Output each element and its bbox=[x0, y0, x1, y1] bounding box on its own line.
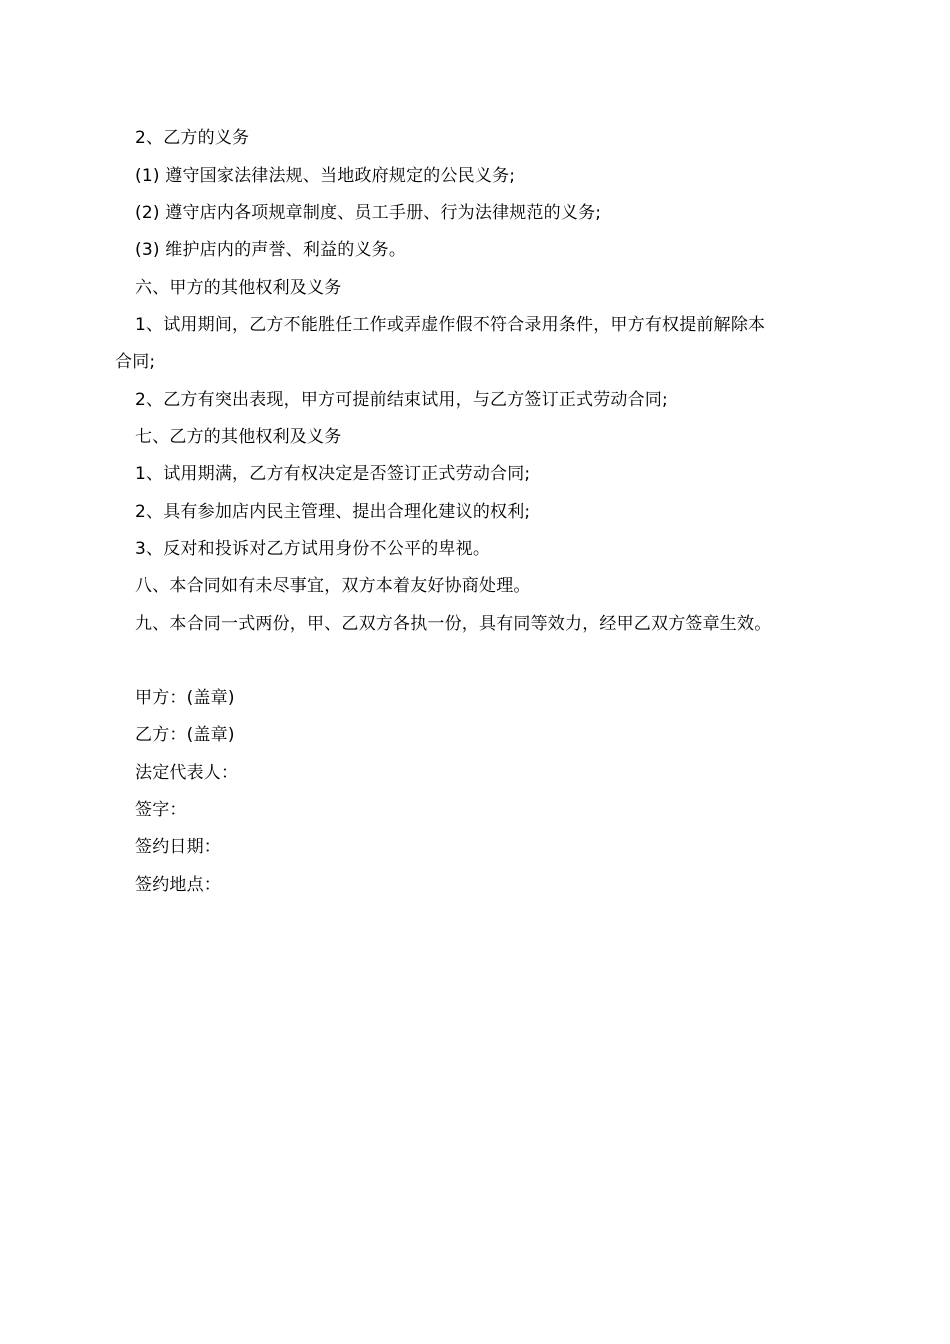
legal-representative-label: 法定代表人： bbox=[135, 763, 239, 783]
signing-date-label: 签约日期： bbox=[135, 837, 221, 857]
section-6-item-2: 2、乙方有突出表现，甲方可提前结束试用，与乙方签订正式劳动合同; bbox=[135, 390, 668, 410]
section-9-text: 九、本合同一式两份，甲、乙双方各执一份，具有同等效力，经甲乙双方签章生效。 bbox=[135, 614, 772, 634]
section-8-text: 八、本合同如有未尽事宜，双方本着友好协商处理。 bbox=[135, 576, 531, 596]
section-6-item-1-continued: 合同; bbox=[115, 352, 156, 372]
clause-2-heading: 2、乙方的义务 bbox=[135, 128, 250, 148]
section-7-item-1: 1、试用期满，乙方有权决定是否签订正式劳动合同; bbox=[135, 464, 531, 484]
signing-place-label: 签约地点： bbox=[135, 875, 221, 895]
section-7-item-3: 3、反对和投诉对乙方试用身份不公平的卑视。 bbox=[135, 539, 491, 559]
party-a-seal-label: 甲方：(盖章) bbox=[135, 688, 235, 708]
section-7-heading: 七、乙方的其他权利及义务 bbox=[135, 427, 342, 447]
clause-2-item-2: (2) 遵守店内各项规章制度、员工手册、行为法律规范的义务; bbox=[135, 203, 602, 223]
signature-label: 签字： bbox=[135, 800, 187, 820]
party-b-seal-label: 乙方：(盖章) bbox=[135, 725, 235, 745]
section-7-item-2: 2、具有参加店内民主管理、提出合理化建议的权利; bbox=[135, 502, 531, 522]
section-6-item-1: 1、试用期间，乙方不能胜任工作或弄虚作假不符合录用条件，甲方有权提前解除本 bbox=[135, 315, 766, 335]
clause-2-item-3: (3) 维护店内的声誉、利益的义务。 bbox=[135, 240, 407, 260]
clause-2-item-1: (1) 遵守国家法律法规、当地政府规定的公民义务; bbox=[135, 166, 516, 186]
section-6-heading: 六、甲方的其他权利及义务 bbox=[135, 278, 342, 298]
